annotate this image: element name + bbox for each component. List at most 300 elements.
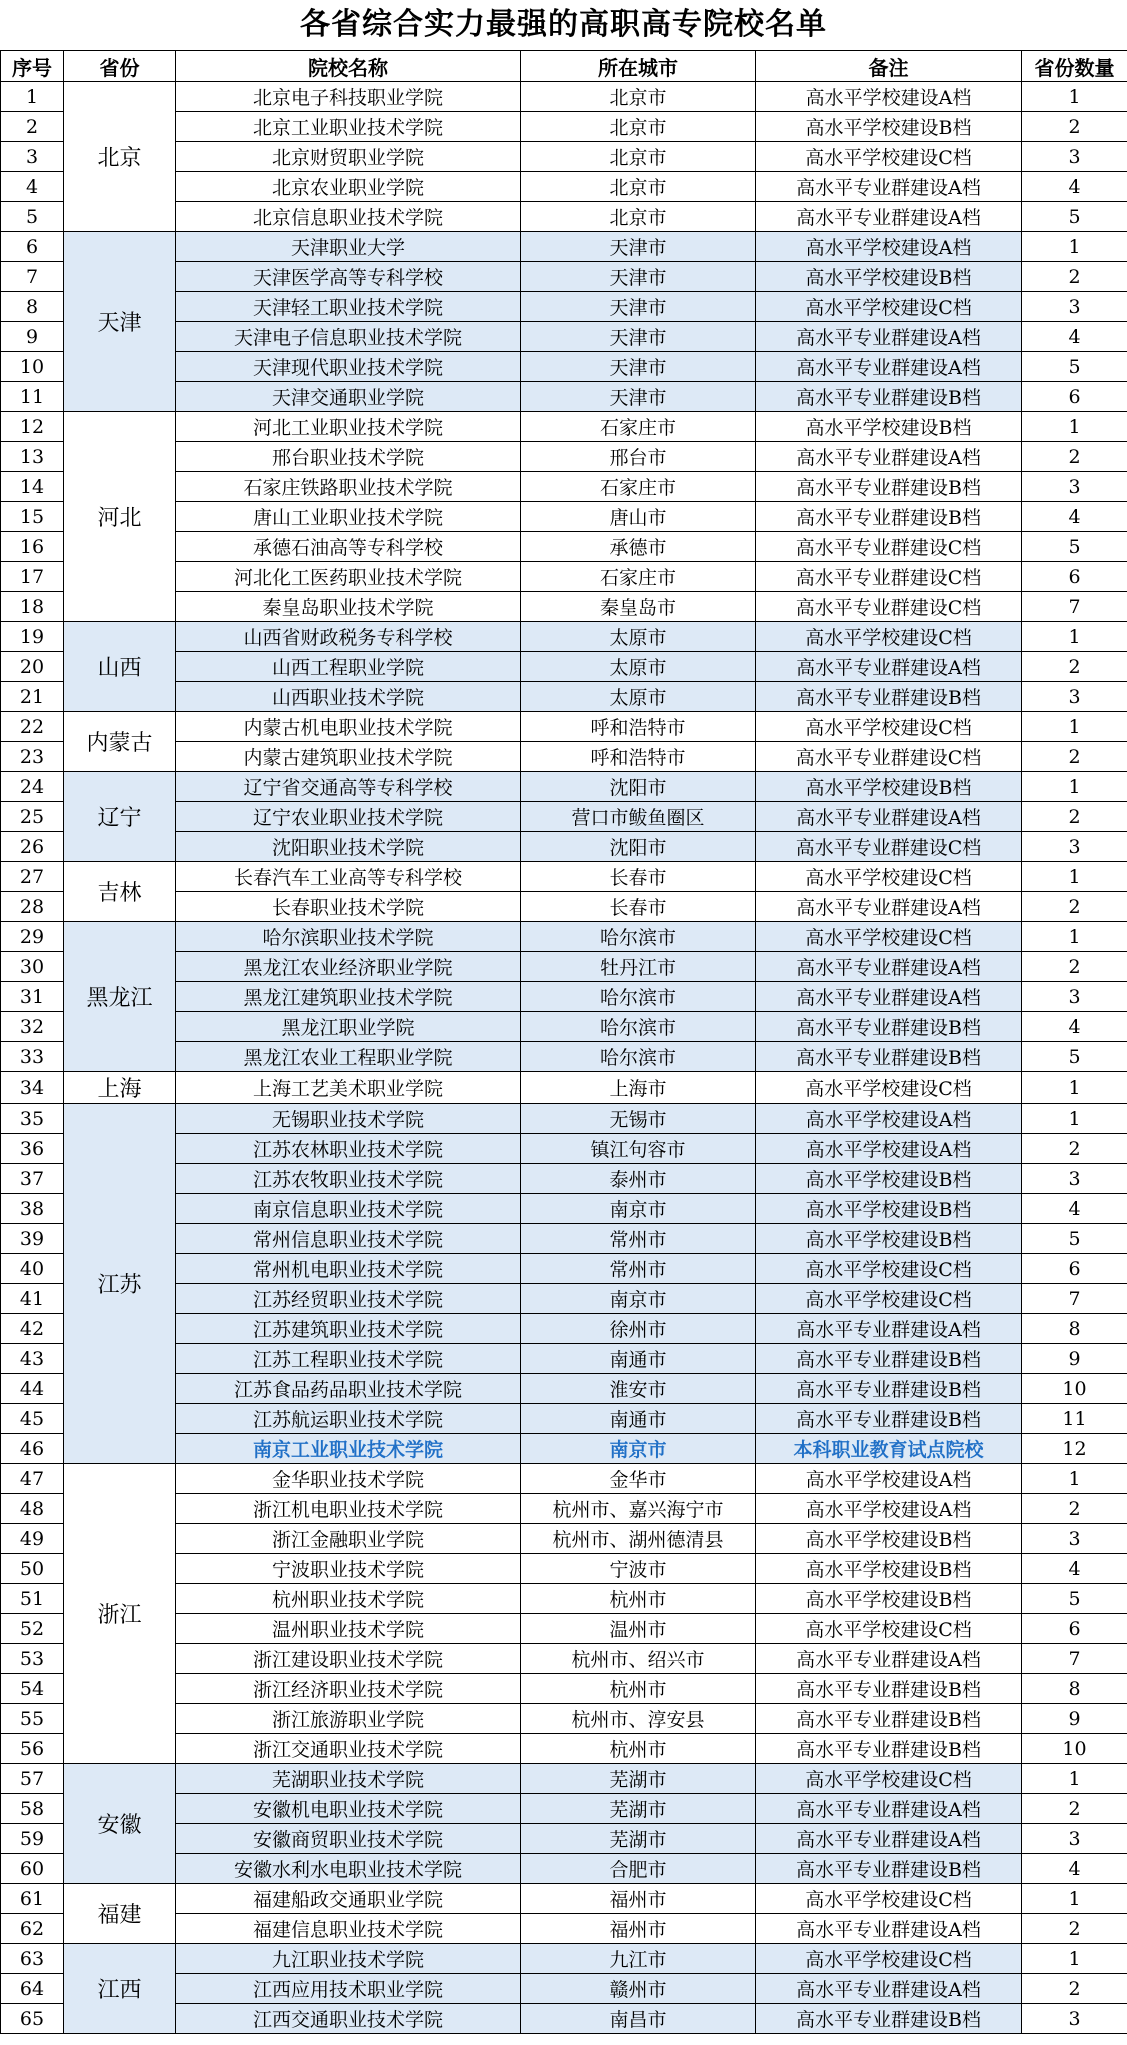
cell-province: 辽宁: [64, 772, 176, 862]
cell-serial: 55: [1, 1704, 64, 1734]
cell-serial: 47: [1, 1464, 64, 1494]
cell-college-name: 秦皇岛职业技术学院: [176, 592, 521, 622]
cell-city: 太原市: [521, 652, 756, 682]
cell-college-name: 江苏食品药品职业技术学院: [176, 1374, 521, 1404]
cell-city: 长春市: [521, 892, 756, 922]
cell-province-count: 3: [1022, 472, 1127, 502]
cell-city: 北京市: [521, 82, 756, 112]
cell-college-name: 沈阳职业技术学院: [176, 832, 521, 862]
cell-serial: 50: [1, 1554, 64, 1584]
cell-province-count: 2: [1022, 1914, 1127, 1944]
cell-province-count: 1: [1022, 1072, 1127, 1104]
header-remark: 备注: [756, 51, 1022, 82]
cell-province-count: 4: [1022, 322, 1127, 352]
cell-city: 沈阳市: [521, 832, 756, 862]
cell-remark: 高水平学校建设C档: [756, 142, 1022, 172]
cell-province-count: 2: [1022, 1974, 1127, 2004]
cell-college-name: 宁波职业技术学院: [176, 1554, 521, 1584]
cell-serial: 6: [1, 232, 64, 262]
cell-college-name: 安徽水利水电职业技术学院: [176, 1854, 521, 1884]
cell-college-name: 浙江旅游职业学院: [176, 1704, 521, 1734]
cell-college-name: 杭州职业技术学院: [176, 1584, 521, 1614]
cell-city: 哈尔滨市: [521, 1042, 756, 1072]
cell-city: 沈阳市: [521, 772, 756, 802]
cell-remark: 高水平专业群建设B档: [756, 1404, 1022, 1434]
cell-remark: 高水平专业群建设A档: [756, 202, 1022, 232]
cell-city: 天津市: [521, 382, 756, 412]
cell-remark: 高水平学校建设A档: [756, 1464, 1022, 1494]
cell-city: 常州市: [521, 1254, 756, 1284]
cell-serial: 63: [1, 1944, 64, 1974]
cell-serial: 57: [1, 1764, 64, 1794]
cell-remark: 高水平专业群建设B档: [756, 1042, 1022, 1072]
cell-city: 合肥市: [521, 1854, 756, 1884]
header-row: [1, 51, 1127, 82]
cell-college-name: 安徽机电职业技术学院: [176, 1794, 521, 1824]
cell-province-count: 1: [1022, 1944, 1127, 1974]
cell-province: 江苏: [64, 1104, 176, 1464]
cell-city: 杭州市: [521, 1734, 756, 1764]
cell-province-count: 1: [1022, 232, 1127, 262]
cell-city: 常州市: [521, 1224, 756, 1254]
cell-serial: 25: [1, 802, 64, 832]
cell-remark: 高水平专业群建设B档: [756, 2004, 1022, 2034]
cell-college-name: 河北化工医药职业技术学院: [176, 562, 521, 592]
cell-college-name: 天津交通职业学院: [176, 382, 521, 412]
cell-remark: 高水平学校建设B档: [756, 1584, 1022, 1614]
cell-city: 南京市: [521, 1284, 756, 1314]
cell-college-name: 常州信息职业技术学院: [176, 1224, 521, 1254]
cell-remark: 高水平专业群建设C档: [756, 562, 1022, 592]
cell-remark: 高水平学校建设A档: [756, 1104, 1022, 1134]
cell-college-name: 哈尔滨职业技术学院: [176, 922, 521, 952]
cell-province-count: 1: [1022, 622, 1127, 652]
cell-province-count: 3: [1022, 982, 1127, 1012]
cell-remark: 高水平学校建设B档: [756, 1194, 1022, 1224]
cell-city: 天津市: [521, 352, 756, 382]
cell-province-count: 2: [1022, 1134, 1127, 1164]
cell-college-name: 承德石油高等专科学校: [176, 532, 521, 562]
cell-serial: 65: [1, 2004, 64, 2034]
cell-province-count: 6: [1022, 562, 1127, 592]
cell-city: 杭州市、绍兴市: [521, 1644, 756, 1674]
cell-province-count: 3: [1022, 1164, 1127, 1194]
cell-province: 福建: [64, 1884, 176, 1944]
cell-college-name: 江苏工程职业技术学院: [176, 1344, 521, 1374]
cell-serial: 46: [1, 1434, 64, 1464]
cell-serial: 41: [1, 1284, 64, 1314]
cell-serial: 20: [1, 652, 64, 682]
cell-college-name: 福建船政交通职业学院: [176, 1884, 521, 1914]
table-body: [1, 82, 1127, 2034]
cell-province-count: 3: [1022, 292, 1127, 322]
cell-serial: 9: [1, 322, 64, 352]
cell-province-count: 3: [1022, 2004, 1127, 2034]
cell-city: 南通市: [521, 1344, 756, 1374]
table-row: [1, 712, 1127, 742]
cell-remark: 高水平专业群建设A档: [756, 1644, 1022, 1674]
cell-serial: 36: [1, 1134, 64, 1164]
cell-serial: 15: [1, 502, 64, 532]
cell-serial: 44: [1, 1374, 64, 1404]
cell-serial: 23: [1, 742, 64, 772]
cell-province-count: 3: [1022, 1824, 1127, 1854]
cell-remark: 高水平专业群建设A档: [756, 892, 1022, 922]
cell-city: 石家庄市: [521, 562, 756, 592]
cell-serial: 17: [1, 562, 64, 592]
cell-remark: 高水平专业群建设A档: [756, 1824, 1022, 1854]
cell-province-count: 5: [1022, 532, 1127, 562]
cell-province: 山西: [64, 622, 176, 712]
cell-city: 承德市: [521, 532, 756, 562]
cell-city: 无锡市: [521, 1104, 756, 1134]
cell-college-name: 江西应用技术职业学院: [176, 1974, 521, 2004]
cell-serial: 51: [1, 1584, 64, 1614]
cell-serial: 5: [1, 202, 64, 232]
cell-remark: 高水平学校建设C档: [756, 1072, 1022, 1104]
table-row: [1, 922, 1127, 952]
cell-city: 福州市: [521, 1884, 756, 1914]
cell-remark: 高水平学校建设A档: [756, 232, 1022, 262]
cell-college-name: 内蒙古机电职业技术学院: [176, 712, 521, 742]
cell-college-name: 山西工程职业学院: [176, 652, 521, 682]
cell-remark: 高水平学校建设C档: [756, 1764, 1022, 1794]
cell-serial: 13: [1, 442, 64, 472]
header-serial: 序号: [1, 51, 64, 82]
cell-city: 太原市: [521, 622, 756, 652]
cell-city: 福州市: [521, 1914, 756, 1944]
cell-province-count: 1: [1022, 712, 1127, 742]
cell-remark: 高水平学校建设C档: [756, 1614, 1022, 1644]
cell-serial: 28: [1, 892, 64, 922]
cell-remark: 高水平专业群建设A档: [756, 1914, 1022, 1944]
cell-province-count: 1: [1022, 1104, 1127, 1134]
cell-serial: 2: [1, 112, 64, 142]
cell-remark: 高水平学校建设C档: [756, 862, 1022, 892]
cell-remark: 高水平专业群建设A档: [756, 352, 1022, 382]
cell-college-name: 北京信息职业技术学院: [176, 202, 521, 232]
cell-province-count: 8: [1022, 1314, 1127, 1344]
cell-college-name: 北京工业职业技术学院: [176, 112, 521, 142]
cell-remark: 高水平学校建设B档: [756, 1524, 1022, 1554]
cell-serial: 33: [1, 1042, 64, 1072]
cell-college-name: 长春职业技术学院: [176, 892, 521, 922]
cell-city: 杭州市、湖州德清县: [521, 1524, 756, 1554]
cell-city: 秦皇岛市: [521, 592, 756, 622]
cell-remark: 高水平学校建设C档: [756, 622, 1022, 652]
cell-province-count: 5: [1022, 202, 1127, 232]
cell-city: 杭州市: [521, 1584, 756, 1614]
cell-remark: 高水平专业群建设A档: [756, 982, 1022, 1012]
cell-city: 芜湖市: [521, 1794, 756, 1824]
cell-college-name: 邢台职业技术学院: [176, 442, 521, 472]
cell-remark: 高水平专业群建设B档: [756, 502, 1022, 532]
cell-province-count: 2: [1022, 1494, 1127, 1524]
table-row: [1, 1764, 1127, 1794]
cell-province-count: 2: [1022, 802, 1127, 832]
cell-remark: 高水平专业群建设A档: [756, 172, 1022, 202]
cell-serial: 18: [1, 592, 64, 622]
cell-serial: 10: [1, 352, 64, 382]
cell-province-count: 5: [1022, 1042, 1127, 1072]
cell-city: 芜湖市: [521, 1824, 756, 1854]
cell-college-name: 北京财贸职业学院: [176, 142, 521, 172]
cell-serial: 54: [1, 1674, 64, 1704]
cell-college-name: 长春汽车工业高等专科学校: [176, 862, 521, 892]
cell-college-name: 天津轻工职业技术学院: [176, 292, 521, 322]
cell-city: 淮安市: [521, 1374, 756, 1404]
table-row: [1, 82, 1127, 112]
cell-college-name: 安徽商贸职业技术学院: [176, 1824, 521, 1854]
cell-remark: 高水平学校建设B档: [756, 412, 1022, 442]
cell-serial: 64: [1, 1974, 64, 2004]
cell-college-name: 辽宁省交通高等专科学校: [176, 772, 521, 802]
cell-college-name: 天津电子信息职业技术学院: [176, 322, 521, 352]
cell-college-name: 金华职业技术学院: [176, 1464, 521, 1494]
cell-college-name: 黑龙江农业经济职业学院: [176, 952, 521, 982]
cell-remark: 高水平专业群建设B档: [756, 382, 1022, 412]
cell-province-count: 1: [1022, 772, 1127, 802]
cell-college-name: 辽宁农业职业技术学院: [176, 802, 521, 832]
cell-city: 邢台市: [521, 442, 756, 472]
table-row: [1, 1884, 1127, 1914]
cell-province: 天津: [64, 232, 176, 412]
cell-college-name: 天津职业大学: [176, 232, 521, 262]
cell-serial: 31: [1, 982, 64, 1012]
header-province: 省份: [64, 51, 176, 82]
cell-province-count: 2: [1022, 262, 1127, 292]
cell-province-count: 7: [1022, 1284, 1127, 1314]
cell-remark: 高水平专业群建设C档: [756, 742, 1022, 772]
cell-remark: 高水平学校建设B档: [756, 1224, 1022, 1254]
cell-serial: 34: [1, 1072, 64, 1104]
cell-city: 宁波市: [521, 1554, 756, 1584]
cell-city: 赣州市: [521, 1974, 756, 2004]
table-row: [1, 1072, 1127, 1104]
cell-remark: 高水平专业群建设A档: [756, 322, 1022, 352]
table-row: [1, 1464, 1127, 1494]
cell-serial: 43: [1, 1344, 64, 1374]
table-row: [1, 1104, 1127, 1134]
cell-college-name: 北京电子科技职业学院: [176, 82, 521, 112]
cell-remark: 高水平学校建设B档: [756, 1554, 1022, 1584]
cell-college-name: 天津医学高等专科学校: [176, 262, 521, 292]
cell-college-name: 九江职业技术学院: [176, 1944, 521, 1974]
cell-serial: 53: [1, 1644, 64, 1674]
cell-province-count: 12: [1022, 1434, 1127, 1464]
cell-remark: 高水平学校建设B档: [756, 112, 1022, 142]
cell-remark: 高水平专业群建设B档: [756, 682, 1022, 712]
cell-province-count: 1: [1022, 922, 1127, 952]
cell-college-name: 温州职业技术学院: [176, 1614, 521, 1644]
cell-college-name: 芜湖职业技术学院: [176, 1764, 521, 1794]
cell-city: 芜湖市: [521, 1764, 756, 1794]
cell-remark: 高水平专业群建设A档: [756, 1314, 1022, 1344]
cell-remark: 高水平专业群建设A档: [756, 1794, 1022, 1824]
table-row: [1, 1944, 1127, 1974]
cell-college-name: 江西交通职业技术学院: [176, 2004, 521, 2034]
cell-college-name: 黑龙江职业学院: [176, 1012, 521, 1042]
cell-serial: 61: [1, 1884, 64, 1914]
cell-city: 天津市: [521, 232, 756, 262]
cell-city: 哈尔滨市: [521, 922, 756, 952]
cell-remark: 高水平专业群建设B档: [756, 472, 1022, 502]
cell-city: 天津市: [521, 322, 756, 352]
cell-remark: 高水平学校建设B档: [756, 772, 1022, 802]
cell-serial: 59: [1, 1824, 64, 1854]
cell-province-count: 1: [1022, 1764, 1127, 1794]
cell-province-count: 6: [1022, 382, 1127, 412]
cell-serial: 12: [1, 412, 64, 442]
cell-serial: 29: [1, 922, 64, 952]
cell-serial: 37: [1, 1164, 64, 1194]
cell-remark: 高水平学校建设A档: [756, 82, 1022, 112]
cell-province-count: 10: [1022, 1374, 1127, 1404]
cell-serial: 49: [1, 1524, 64, 1554]
cell-serial: 62: [1, 1914, 64, 1944]
cell-city: 南通市: [521, 1404, 756, 1434]
cell-province-count: 4: [1022, 1554, 1127, 1584]
cell-remark: 高水平专业群建设A档: [756, 802, 1022, 832]
cell-serial: 42: [1, 1314, 64, 1344]
cell-serial: 39: [1, 1224, 64, 1254]
cell-college-name: 浙江经济职业技术学院: [176, 1674, 521, 1704]
cell-province-count: 2: [1022, 892, 1127, 922]
cell-college-name: 内蒙古建筑职业技术学院: [176, 742, 521, 772]
cell-city: 北京市: [521, 202, 756, 232]
table-row: [1, 622, 1127, 652]
cell-serial: 26: [1, 832, 64, 862]
cell-serial: 40: [1, 1254, 64, 1284]
header-province-count: 省份数量: [1022, 51, 1127, 82]
cell-serial: 4: [1, 172, 64, 202]
cell-serial: 16: [1, 532, 64, 562]
cell-serial: 7: [1, 262, 64, 292]
cell-college-name: 江苏经贸职业技术学院: [176, 1284, 521, 1314]
cell-remark: 高水平专业群建设A档: [756, 442, 1022, 472]
cell-remark: 高水平专业群建设B档: [756, 1854, 1022, 1884]
cell-province: 吉林: [64, 862, 176, 922]
cell-province-count: 5: [1022, 1224, 1127, 1254]
cell-remark: 高水平专业群建设B档: [756, 1012, 1022, 1042]
cell-province-count: 3: [1022, 142, 1127, 172]
cell-province-count: 4: [1022, 1194, 1127, 1224]
cell-college-name: 南京工业职业技术学院: [176, 1434, 521, 1464]
cell-college-name: 福建信息职业技术学院: [176, 1914, 521, 1944]
cell-remark: 高水平专业群建设B档: [756, 1374, 1022, 1404]
cell-serial: 21: [1, 682, 64, 712]
cell-city: 唐山市: [521, 502, 756, 532]
cell-college-name: 浙江金融职业学院: [176, 1524, 521, 1554]
cell-province-count: 11: [1022, 1404, 1127, 1434]
cell-remark: 高水平学校建设C档: [756, 1284, 1022, 1314]
cell-province-count: 1: [1022, 412, 1127, 442]
cell-college-name: 江苏农牧职业技术学院: [176, 1164, 521, 1194]
cell-city: 南京市: [521, 1434, 756, 1464]
cell-city: 长春市: [521, 862, 756, 892]
cell-college-name: 天津现代职业技术学院: [176, 352, 521, 382]
cell-province-count: 1: [1022, 82, 1127, 112]
cell-city: 杭州市、嘉兴海宁市: [521, 1494, 756, 1524]
cell-province-count: 4: [1022, 502, 1127, 532]
cell-province-count: 7: [1022, 592, 1127, 622]
cell-city: 上海市: [521, 1072, 756, 1104]
cell-serial: 8: [1, 292, 64, 322]
cell-remark: 高水平专业群建设B档: [756, 1344, 1022, 1374]
cell-city: 哈尔滨市: [521, 982, 756, 1012]
cell-remark: 高水平学校建设A档: [756, 1494, 1022, 1524]
college-table: [0, 50, 1127, 2034]
cell-college-name: 山西职业技术学院: [176, 682, 521, 712]
cell-remark: 本科职业教育试点院校: [756, 1434, 1022, 1464]
cell-remark: 高水平学校建设C档: [756, 922, 1022, 952]
cell-city: 呼和浩特市: [521, 712, 756, 742]
cell-serial: 27: [1, 862, 64, 892]
cell-province-count: 6: [1022, 1254, 1127, 1284]
cell-serial: 1: [1, 82, 64, 112]
cell-province-count: 7: [1022, 1644, 1127, 1674]
cell-province-count: 4: [1022, 1854, 1127, 1884]
cell-college-name: 浙江交通职业技术学院: [176, 1734, 521, 1764]
cell-city: 北京市: [521, 142, 756, 172]
cell-city: 镇江句容市: [521, 1134, 756, 1164]
cell-province-count: 1: [1022, 1884, 1127, 1914]
cell-serial: 58: [1, 1794, 64, 1824]
cell-college-name: 北京农业职业学院: [176, 172, 521, 202]
cell-serial: 60: [1, 1854, 64, 1884]
cell-college-name: 南京信息职业技术学院: [176, 1194, 521, 1224]
cell-city: 九江市: [521, 1944, 756, 1974]
cell-city: 金华市: [521, 1464, 756, 1494]
cell-college-name: 唐山工业职业技术学院: [176, 502, 521, 532]
cell-province: 北京: [64, 82, 176, 232]
cell-province-count: 3: [1022, 832, 1127, 862]
cell-province-count: 1: [1022, 1464, 1127, 1494]
cell-remark: 高水平学校建设C档: [756, 1254, 1022, 1284]
cell-province-count: 6: [1022, 1614, 1127, 1644]
cell-remark: 高水平专业群建设B档: [756, 1674, 1022, 1704]
cell-province-count: 2: [1022, 442, 1127, 472]
cell-province-count: 8: [1022, 1674, 1127, 1704]
table-row: [1, 772, 1127, 802]
cell-serial: 56: [1, 1734, 64, 1764]
cell-remark: 高水平学校建设B档: [756, 262, 1022, 292]
cell-college-name: 浙江建设职业技术学院: [176, 1644, 521, 1674]
table-row: [1, 862, 1127, 892]
cell-college-name: 黑龙江农业工程职业学院: [176, 1042, 521, 1072]
cell-province-count: 3: [1022, 682, 1127, 712]
cell-serial: 30: [1, 952, 64, 982]
cell-province-count: 3: [1022, 1524, 1127, 1554]
cell-remark: 高水平专业群建设C档: [756, 832, 1022, 862]
cell-city: 天津市: [521, 292, 756, 322]
cell-remark: 高水平学校建设C档: [756, 1944, 1022, 1974]
cell-serial: 48: [1, 1494, 64, 1524]
cell-province: 上海: [64, 1072, 176, 1104]
cell-city: 石家庄市: [521, 412, 756, 442]
cell-college-name: 河北工业职业技术学院: [176, 412, 521, 442]
cell-college-name: 山西省财政税务专科学校: [176, 622, 521, 652]
cell-city: 太原市: [521, 682, 756, 712]
cell-college-name: 石家庄铁路职业技术学院: [176, 472, 521, 502]
cell-serial: 45: [1, 1404, 64, 1434]
cell-serial: 32: [1, 1012, 64, 1042]
cell-city: 杭州市: [521, 1674, 756, 1704]
cell-college-name: 江苏农林职业技术学院: [176, 1134, 521, 1164]
cell-serial: 24: [1, 772, 64, 802]
cell-city: 南京市: [521, 1194, 756, 1224]
cell-province-count: 2: [1022, 952, 1127, 982]
